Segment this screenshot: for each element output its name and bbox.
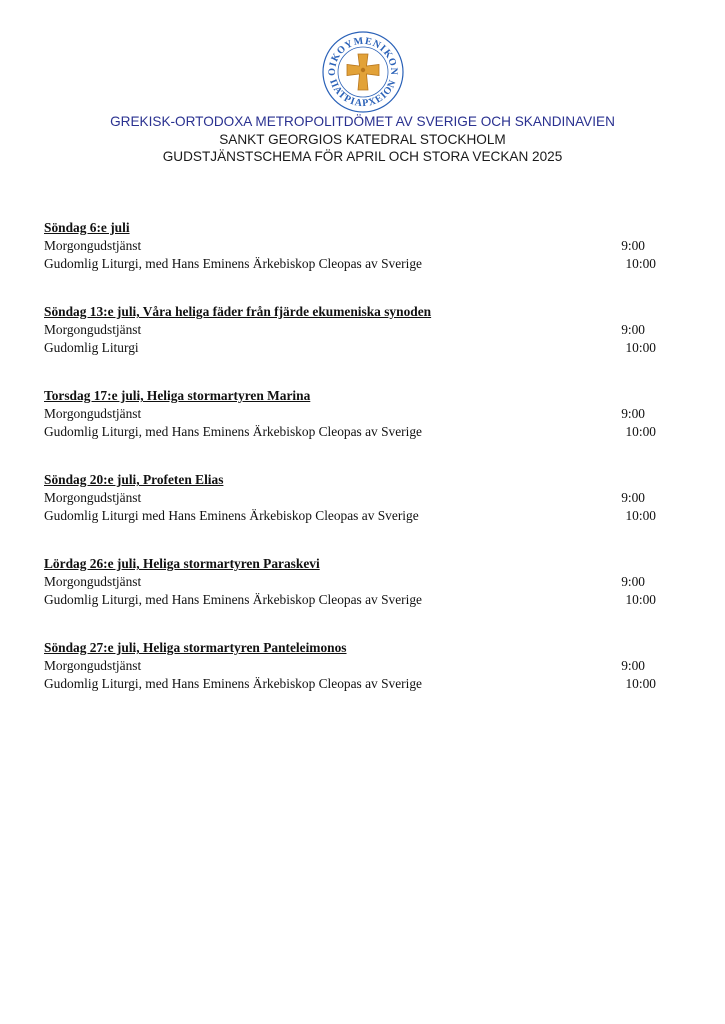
service-row	[44, 591, 656, 609]
patriarchate-seal-icon	[321, 30, 405, 114]
section-title: Torsdag 17:e juli, Heliga stormartyren Marina	[44, 388, 311, 403]
service-row	[44, 237, 656, 255]
service-schedule	[44, 219, 656, 723]
service-name: Gudomlig Liturgi, med Hans Eminens Ärkebiskop Cleopas av Sverige	[44, 592, 422, 607]
service-time: 10:00	[625, 256, 656, 271]
service-name: Morgongudstjänst	[44, 490, 142, 505]
service-name: Gudomlig Liturgi, med Hans Eminens Ärkebiskop Cleopas av Sverige	[44, 676, 422, 691]
service-name: Morgongudstjänst	[44, 406, 142, 421]
schedule-section	[44, 555, 656, 609]
service-name: Gudomlig Liturgi med Hans Eminens Ärkebiskop Cleopas av Sverige	[44, 508, 419, 523]
service-row	[44, 321, 656, 339]
service-row	[44, 405, 656, 423]
schedule-section	[44, 639, 656, 693]
seal-text-top: ΟΙΚΟΥΜΕΝΙΚΟΝ	[326, 35, 400, 76]
schedule-section	[44, 387, 656, 441]
service-row	[44, 255, 656, 273]
service-time: 10:00	[625, 340, 656, 355]
service-row	[44, 489, 656, 507]
seal-text-bottom: ΠΑΤΡΙΑΡΧΕΙΟΝ	[327, 77, 399, 110]
service-name: Gudomlig Liturgi	[44, 340, 139, 355]
cathedral-name: SANKT GEORGIOS KATEDRAL STOCKHOLM	[219, 131, 506, 147]
service-time: 10:00	[625, 592, 656, 607]
service-time: 9:00	[621, 658, 645, 673]
service-row	[44, 423, 656, 441]
service-time: 9:00	[621, 406, 645, 421]
section-title: Lördag 26:e juli, Heliga stormartyren Paraskevi	[44, 556, 320, 571]
service-name: Morgongudstjänst	[44, 574, 142, 589]
service-time: 10:00	[625, 676, 656, 691]
service-row	[44, 507, 656, 525]
service-name: Morgongudstjänst	[44, 238, 142, 253]
service-row	[44, 657, 656, 675]
service-name: Morgongudstjänst	[44, 658, 142, 673]
schedule-section	[44, 471, 656, 525]
service-time: 9:00	[621, 238, 645, 253]
section-title: Söndag 27:e juli, Heliga stormartyren Panteleimonos	[44, 640, 347, 655]
service-name: Morgongudstjänst	[44, 322, 142, 337]
service-row	[44, 573, 656, 591]
service-time: 9:00	[621, 490, 645, 505]
schedule-section	[44, 303, 656, 357]
service-name: Gudomlig Liturgi, med Hans Eminens Ärkebiskop Cleopas av Sverige	[44, 424, 422, 439]
section-title: Söndag 20:e juli, Profeten Elias	[44, 472, 224, 487]
section-title: Söndag 6:e juli	[44, 220, 130, 235]
service-time: 10:00	[625, 508, 656, 523]
service-time: 9:00	[621, 322, 645, 337]
metropolis-name: GREKISK-ORTODOXA METROPOLITDÖMET AV SVERIGE OCH SKANDINAVIEN	[110, 114, 615, 129]
schedule-title: GUDSTJÄNSTSCHEMA FÖR APRIL OCH STORA VECKAN 2025	[162, 149, 563, 164]
patriarchate-logo	[321, 30, 405, 114]
cross-icon	[347, 54, 379, 90]
service-name: Gudomlig Liturgi, med Hans Eminens Ärkebiskop Cleopas av Sverige	[44, 256, 422, 271]
section-title: Söndag 13:e juli, Våra heliga fäder från fjärde ekumeniska synoden	[44, 304, 432, 319]
document-header	[0, 113, 725, 166]
service-row	[44, 339, 656, 357]
schedule-section	[44, 219, 656, 273]
service-time: 9:00	[621, 574, 645, 589]
service-time: 10:00	[625, 424, 656, 439]
service-row	[44, 675, 656, 693]
